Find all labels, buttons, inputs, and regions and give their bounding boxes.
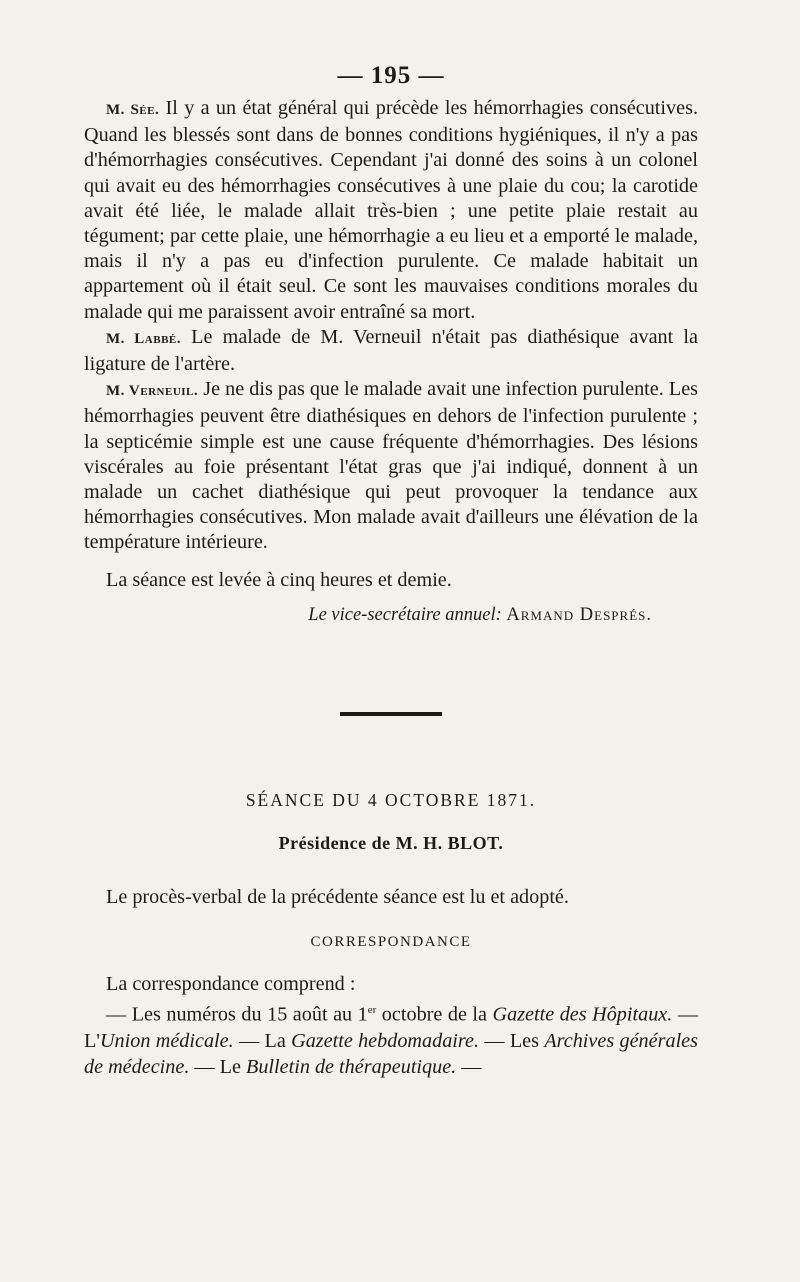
list-text-6: — Le	[189, 1055, 246, 1078]
correspondance-heading: CORRESPONDANCE	[310, 933, 472, 950]
signature-name: Armand Després.	[506, 604, 652, 625]
paragraph-labbe	[84, 325, 698, 377]
list-text-4: — La	[233, 1029, 292, 1052]
correspondance-intro: La correspondance comprend :	[106, 972, 356, 995]
list-sup: er	[367, 1003, 377, 1016]
speaker-see: M. Sée.	[106, 102, 160, 118]
paragraph-see	[84, 96, 698, 325]
list-text-7: —	[456, 1055, 482, 1078]
list-text-5: — Les	[479, 1029, 545, 1052]
journal-union-medicale: Union médicale.	[99, 1029, 234, 1052]
paragraph-verneuil	[84, 377, 698, 555]
closing-line: La séance est levée à cinq heures et demie.	[106, 568, 452, 591]
paragraph-labbe-text: Le malade de M. Verneuil n'était pas diathésique avant la ligature de l'artère.	[84, 325, 698, 376]
correspondance-list	[84, 997, 698, 1080]
list-text-3: — L'	[84, 1003, 699, 1052]
paragraph-see-text: Il y a un état général qui précède les hémorrhagies consécutives. Quand les blessés sont dans de bonnes conditions hygiéniques, il n'y a pas d'hémorrhagies consécutives. Cependant j'ai donné des soins à un colonel qui avait eu des hémorrhagies consécutives à une plaie du cou; la carotide avait été liée, le malade allait très-bien ; une petite plaie restait au tégument; par cette plaie, une hémorrhagie a eu lieu et a emporté le malade, mais il n'y a pas eu d'infection purulente. Ce malade habitait un appartement où il était seul. Ce sont les mauvaises conditions morales du malade qui me paraissent avoir entraîné sa mort.	[84, 97, 698, 323]
list-text-2: octobre de la	[376, 1003, 493, 1026]
paragraph-verneuil-text: Je ne dis pas que le malade avait une infection purulente. Les hémorrhagies peuvent être diathésiques en dehors de l'infection purulente ; la septicémie simple est une cause fréquente d'hémorrhagies. Des lésions viscérales au foie présentant l'état gras que j'ai indiqué, donnent à un malade un cachet diathésique qui peut provoquer la tendance aux hémorrhagies consécutives. Mon malade avait d'ailleurs une élévation de la température intérieure.	[84, 378, 699, 554]
signature-role: Le vice-secrétaire annuel:	[308, 604, 502, 625]
section-divider	[340, 712, 442, 716]
journal-gazette-hebdomadaire: Gazette hebdomadaire.	[291, 1029, 480, 1052]
page-number: — 195 —	[337, 62, 445, 89]
presidence-line: Présidence de M. H. BLOT.	[278, 832, 504, 853]
list-text-1: — Les numéros du 15 août au 1	[106, 1003, 368, 1026]
journal-archives-generales: Archives générales de médecine.	[84, 1029, 698, 1078]
journal-bulletin-therapeutique: Bulletin de thérapeutique.	[246, 1055, 457, 1078]
speaker-verneuil: M. Verneuil.	[106, 383, 199, 400]
signature	[84, 605, 698, 626]
proces-verbal: Le procès-verbal de la précédente séance est lu et adopté.	[106, 885, 569, 908]
speaker-labbe: M. Labbé.	[106, 330, 181, 347]
journal-gazette-hopitaux: Gazette des Hôpitaux.	[492, 1003, 673, 1026]
page-content	[84, 62, 698, 1080]
session-title: SÉANCE DU 4 OCTOBRE 1871.	[245, 789, 537, 810]
